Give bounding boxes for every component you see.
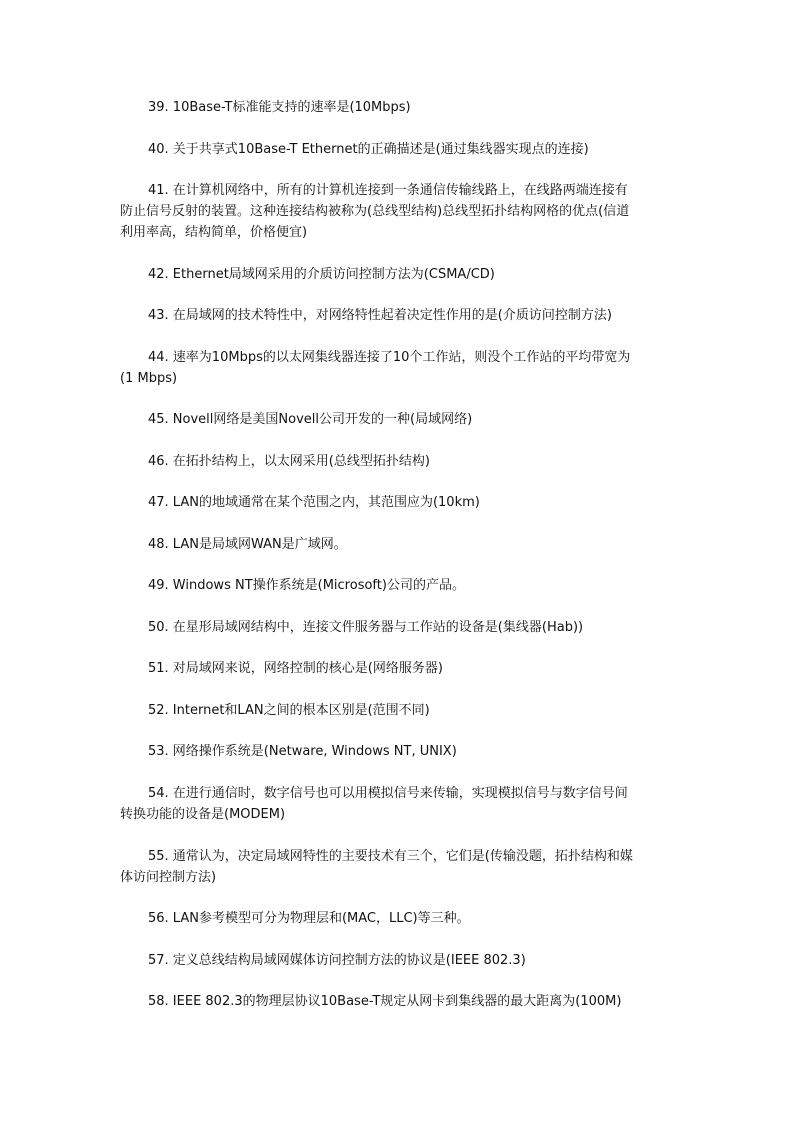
list-item (120, 991, 680, 1012)
item-line: 55. 通常认为，决定局域网特性的主要技术有三个，它们是(传输没题，拓扑结构和媒 (148, 849, 633, 864)
list-item (120, 575, 680, 596)
list-item (120, 305, 680, 326)
item-line: 41. 在计算机网络中，所有的计算机连接到一条通信传输线路上，在线路两端连接有 (148, 183, 628, 198)
list-item (120, 846, 680, 888)
item-line: 42. Ethernet局域网采用的介质访问控制方法为(CSMA/CD) (148, 267, 495, 282)
item-line: 58. IEEE 802.3的物理层协议10Base-T规定从网卡到集线器的最大距离为(100M) (148, 994, 622, 1009)
list-item (120, 180, 680, 243)
list-item (120, 908, 680, 929)
item-line: 防止信号反射的装置。这种连接结构被称为(总线型结构)总线型拓扑结构网格的优点(信道 (120, 204, 630, 219)
item-line: 50. 在星形局域网结构中，连接文件服务器与工作站的设备是(集线器(Hab)) (148, 620, 584, 635)
list-item (120, 347, 680, 389)
list-item (120, 264, 680, 285)
list-item (120, 950, 680, 971)
list-item (120, 534, 680, 555)
item-line: 47. LAN的地域通常在某个范围之内，其范围应为(10km) (148, 495, 480, 510)
item-line: 利用率高，结构简单，价格便宜) (120, 225, 308, 240)
list-item (120, 139, 680, 160)
list-item (120, 741, 680, 762)
item-line: (1 Mbps) (120, 371, 178, 386)
list-item (120, 492, 680, 513)
item-line: 48. LAN是局域网WAN是广域网。 (148, 537, 347, 552)
item-line: 54. 在进行通信时，数字信号也可以用模拟信号来传输，实现模拟信号与数字信号间 (148, 786, 628, 801)
item-line: 40. 关于共享式10Base-T Ethernet的正确描述是(通过集线器实现点的连接) (148, 142, 589, 157)
item-line: 转换功能的设备是(MODEM) (120, 807, 286, 822)
item-line: 49. Windows NT操作系统是(Microsoft)公司的产品。 (148, 578, 465, 593)
item-line: 39. 10Base-T标准能支持的速率是(10Mbps) (148, 100, 411, 115)
item-line: 56. LAN参考模型可分为物理层和(MAC，LLC)等三种。 (148, 911, 470, 926)
item-line: 52. Internet和LAN之间的根本区别是(范围不同) (148, 703, 430, 718)
list-item (120, 409, 680, 430)
item-line: 57. 定义总线结构局域网媒体访问控制方法的协议是(IEEE 802.3) (148, 953, 526, 968)
list-item (120, 617, 680, 638)
item-line: 45. Novell网络是美国Novell公司开发的一种(局域网络) (148, 412, 473, 427)
list-item (120, 97, 680, 118)
list-item (120, 451, 680, 472)
item-line: 51. 对局域网来说，网络控制的核心是(网络服务器) (148, 661, 443, 676)
item-line: 44. 速率为10Mbps的以太网集线器连接了10个工作站，则没个工作站的平均带宽为 (148, 350, 631, 365)
item-line: 53. 网络操作系统是(Netware, Windows NT, UNIX) (148, 744, 457, 759)
item-line: 46. 在拓扑结构上，以太网采用(总线型拓扑结构) (148, 454, 430, 469)
list-item (120, 658, 680, 679)
item-line: 体访问控制方法) (120, 870, 217, 885)
item-line: 43. 在局域网的技术特性中，对网络特性起着决定性作用的是(介质访问控制方法) (148, 308, 612, 323)
list-item (120, 700, 680, 721)
list-item (120, 783, 680, 825)
